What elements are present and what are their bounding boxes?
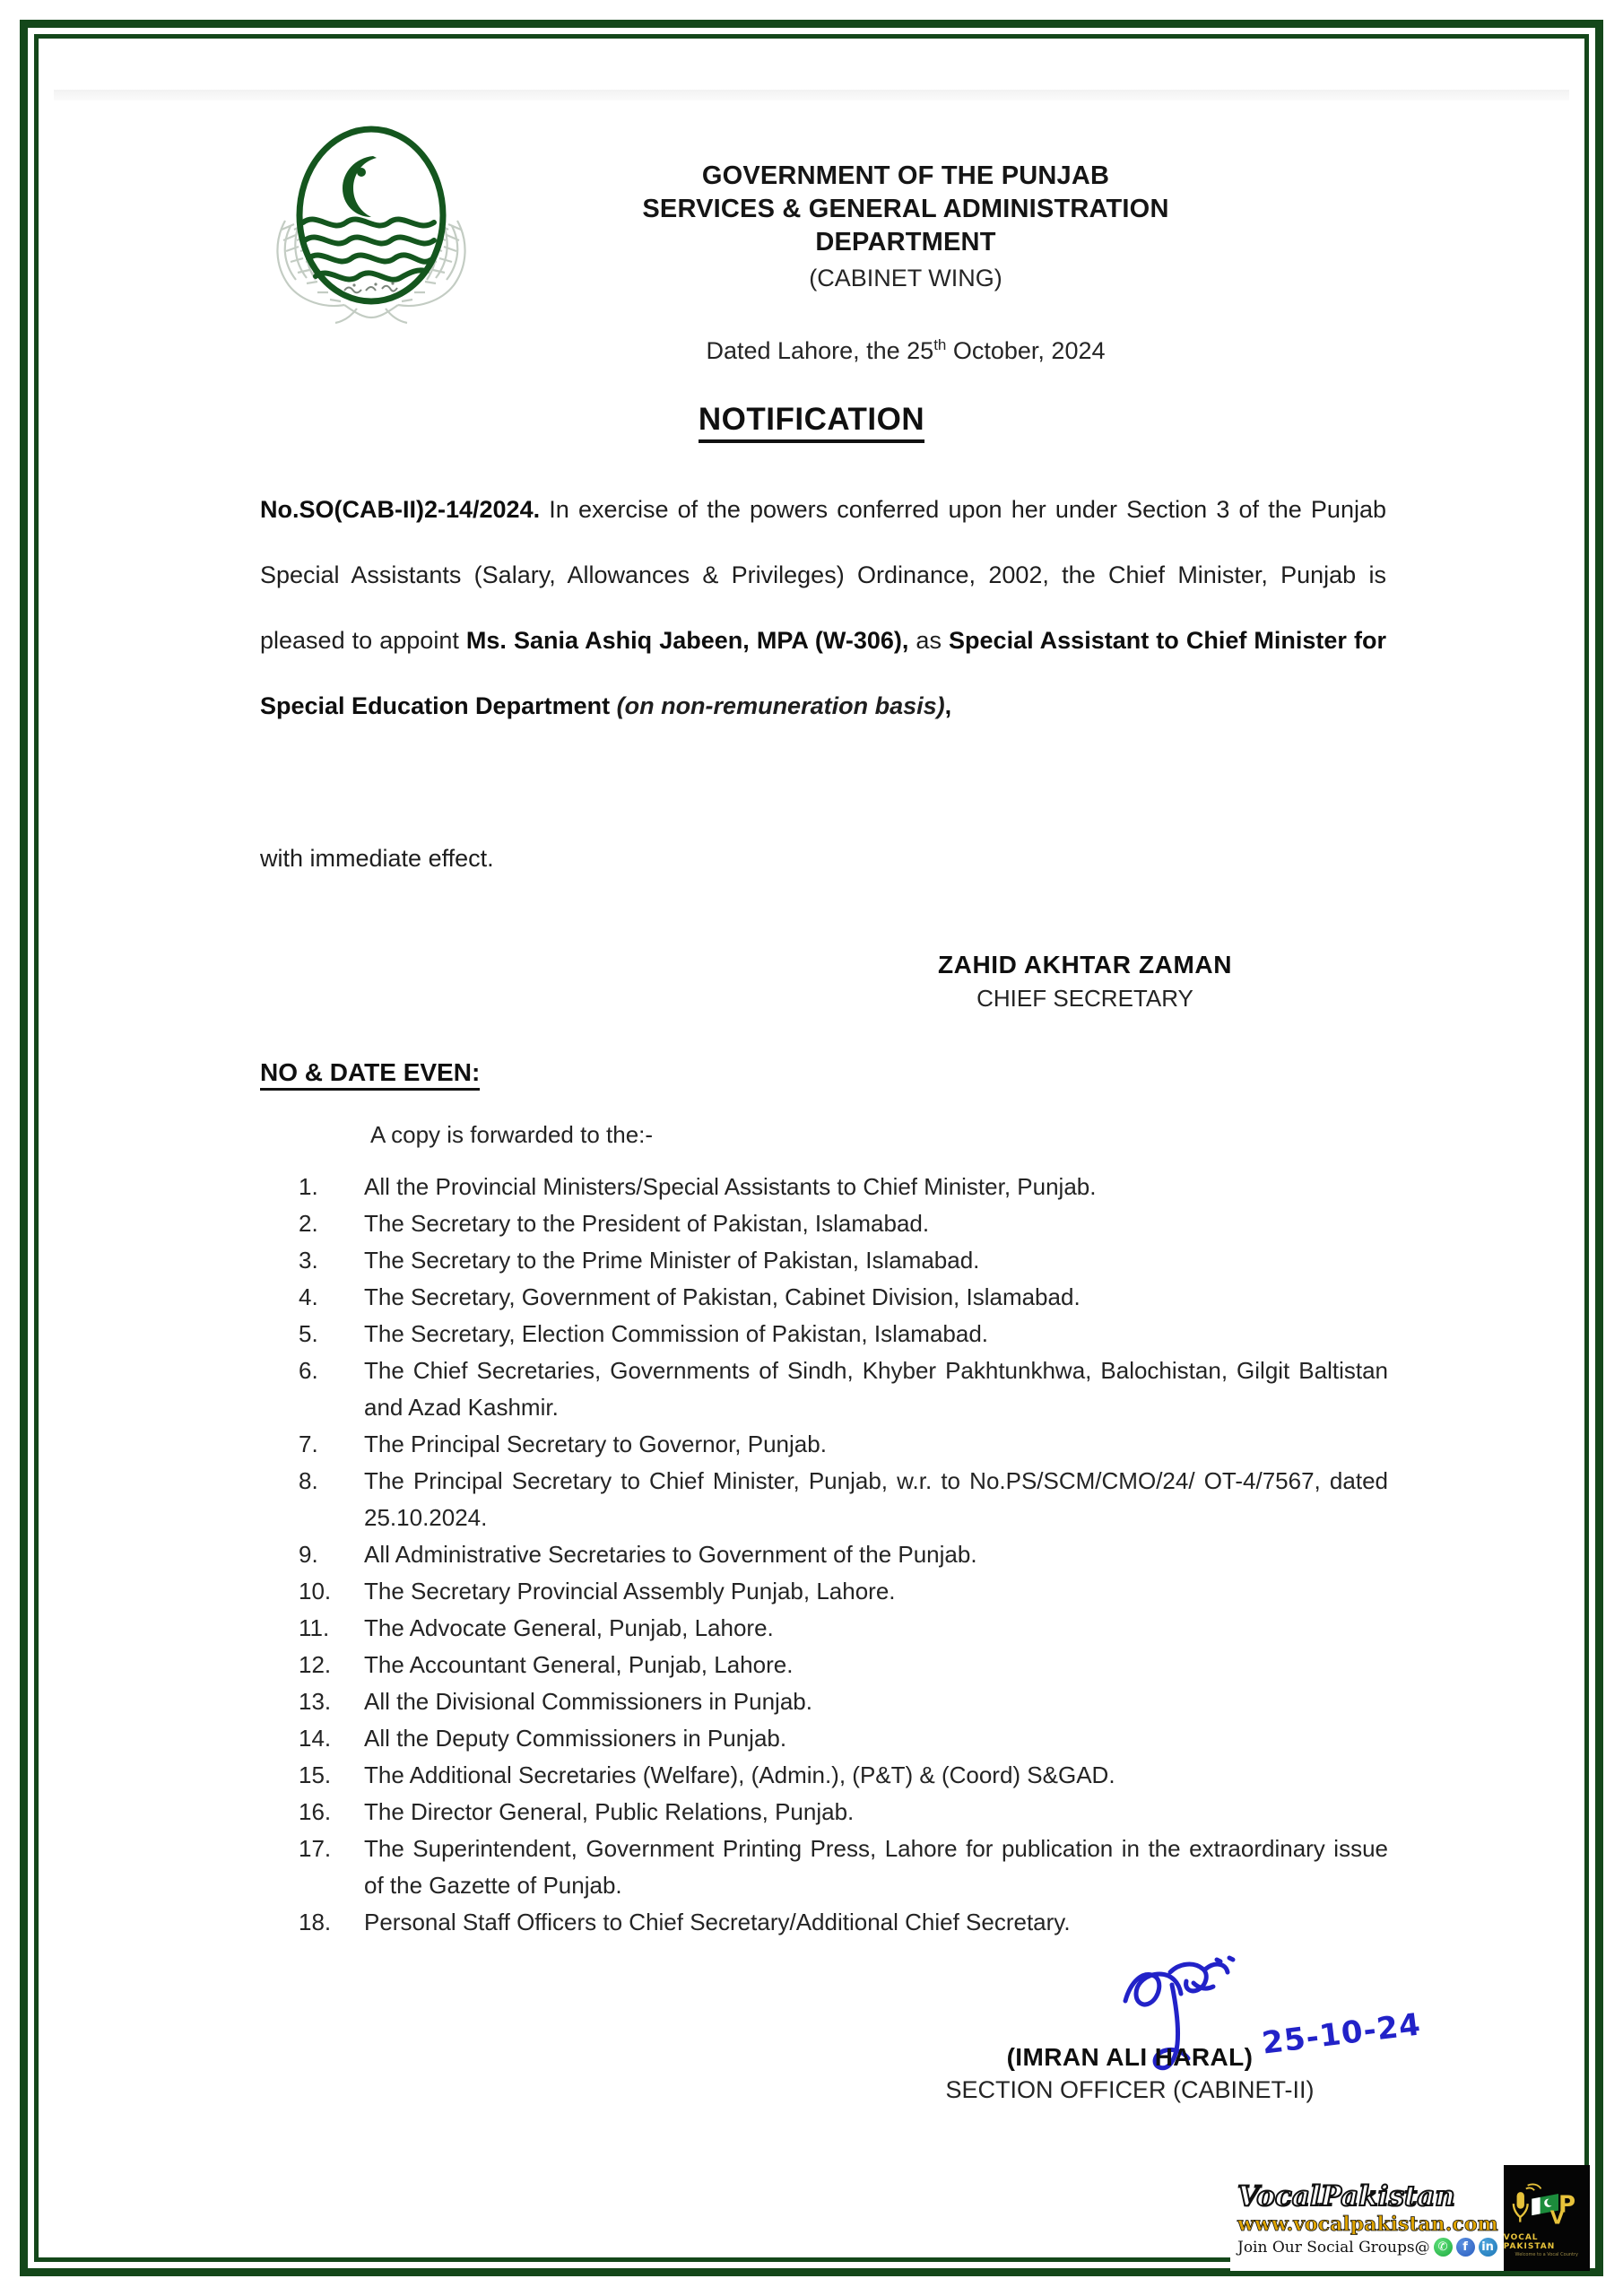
facebook-icon[interactable] — [1456, 2238, 1475, 2257]
primary-signatory-name: ZAHID AKHTAR ZAMAN — [937, 951, 1233, 978]
list-item — [299, 1794, 1388, 1831]
whatsapp-glyph: ✆ — [1437, 2240, 1448, 2254]
watermark-brand: VocalPakistan — [1237, 2180, 1455, 2213]
list-item — [299, 1683, 1388, 1720]
list-item-number: 2. — [299, 1210, 318, 1237]
list-item-number: 15. — [299, 1761, 332, 1788]
distribution-list — [299, 1169, 1388, 1941]
document-date-line — [502, 336, 1309, 365]
handwritten-date: 25-10-24 — [1260, 2006, 1423, 2062]
reference-number: No.SO(CAB-II)2-14/2024. — [260, 496, 541, 523]
page-title — [408, 402, 1215, 438]
whatsapp-icon[interactable] — [1434, 2238, 1453, 2257]
list-item-text: All the Provincial Ministers/Special Assistants to Chief Minister, Punjab. — [364, 1173, 1097, 1200]
notification-title-text: NOTIFICATION — [699, 402, 924, 443]
list-item-text: The Advocate General, Punjab, Lahore. — [364, 1614, 774, 1641]
header-cabinet-wing: (CABINET WING) — [809, 265, 1002, 291]
watermark-logo-subtext: Welcome to a Vocal Country — [1515, 2251, 1579, 2257]
list-item-number: 1. — [299, 1173, 318, 1200]
secondary-signatory-name: (IMRAN ALI HARAL) — [1006, 2043, 1254, 2071]
list-item-text: Personal Staff Officers to Chief Secretary/Additional Chief Secretary. — [364, 1909, 1071, 1935]
appointee-name: Ms. Sania Ashiq Jabeen, MPA (W-306), — [465, 627, 909, 654]
list-item — [299, 1757, 1388, 1794]
header-line-3: DEPARTMENT — [815, 228, 996, 257]
list-item-text: The Additional Secretaries (Welfare), (Admin.), (P&T) & (Coord) S&GAD. — [364, 1761, 1115, 1788]
list-item-text: All the Deputy Commissioners in Punjab. — [364, 1725, 787, 1752]
body-closing-line: with immediate effect. — [260, 845, 494, 872]
list-item-text: The Accountant General, Punjab, Lahore. — [364, 1651, 794, 1678]
list-item-number: 17. — [299, 1835, 332, 1862]
primary-signatory-title: CHIEF SECRETARY — [976, 985, 1193, 1012]
list-item-number: 8. — [299, 1467, 318, 1494]
list-item-text: The Secretary Provincial Assembly Punjab, Lahore. — [364, 1578, 896, 1605]
vocal-pakistan-watermark[interactable] — [1230, 2165, 1582, 2271]
list-item-text: The Secretary, Government of Pakistan, Cabinet Division, Islamabad. — [364, 1283, 1081, 1310]
date-suffix: October, 2024 — [946, 337, 1106, 364]
appointed-post: Special Assistant to Chief Minister for Special Education Department — [260, 627, 1386, 719]
list-item — [299, 1169, 1388, 1205]
list-item-text: The Principal Secretary to Chief Minister, Punjab, w.r. to No.PS/SCM/CMO/24/ OT-4/7567, dated 25.10.2024. — [364, 1467, 1388, 1531]
list-item-text: The Secretary to the Prime Minister of Pakistan, Islamabad. — [364, 1247, 980, 1274]
list-item-text: The Superintendent, Government Printing Press, Lahore for publication in the extraordinary issue of the Gazette of Punjab. — [364, 1835, 1388, 1899]
list-item-number: 9. — [299, 1541, 318, 1568]
list-item-number: 3. — [299, 1247, 318, 1274]
svg-text:V: V — [1549, 2205, 1565, 2228]
list-item-text: All Administrative Secretaries to Government of the Punjab. — [364, 1541, 977, 1568]
list-item — [299, 1647, 1388, 1683]
list-item-number: 6. — [299, 1357, 318, 1384]
watermark-social-row — [1237, 2238, 1498, 2257]
watermark-logo-block — [1504, 2165, 1590, 2271]
list-item-number: 10. — [299, 1578, 332, 1605]
list-item — [299, 1536, 1388, 1573]
list-item — [299, 1426, 1388, 1463]
list-item-number: 7. — [299, 1431, 318, 1457]
list-item-text: The Principal Secretary to Governor, Punjab. — [364, 1431, 827, 1457]
document-header — [502, 160, 1309, 296]
body-text-part-1: In exercise of the powers conferred upon her under Section 3 of the Punjab Special Assistants (Salary, Allowances & Privileges) Ordinance, 2002, the Chief Minister, Punjab is pleased to appoint — [260, 496, 1386, 654]
list-item-number: 18. — [299, 1909, 332, 1935]
list-item — [299, 1279, 1388, 1316]
forwarded-to-line: A copy is forwarded to the:- — [370, 1121, 654, 1148]
body-text-part-3: , — [944, 692, 952, 719]
no-and-date-even-heading — [260, 1058, 480, 1087]
date-superscript: th — [933, 336, 947, 353]
list-item — [299, 1352, 1388, 1426]
list-item — [299, 1573, 1388, 1610]
remuneration-note: (on non-remuneration basis) — [616, 692, 945, 719]
list-item-text: The Chief Secretaries, Governments of Sindh, Khyber Pakhtunkhwa, Balochistan, Gilgit Baltistan and Azad Kashmir. — [364, 1357, 1388, 1421]
notification-body-paragraph — [260, 477, 1386, 739]
body-text-part-2: as — [908, 627, 950, 654]
watermark-text-block — [1230, 2165, 1504, 2271]
primary-signatory-block — [789, 951, 1381, 1013]
list-item — [299, 1242, 1388, 1279]
list-item — [299, 1610, 1388, 1647]
list-item-number: 14. — [299, 1725, 332, 1752]
list-item-text: The Director General, Public Relations, Punjab. — [364, 1798, 855, 1825]
secondary-signatory-title: SECTION OFFICER (CABINET-II) — [945, 2076, 1315, 2103]
header-line-1: GOVERNMENT OF THE PUNJAB — [701, 161, 1110, 190]
linkedin-glyph: in — [1481, 2240, 1494, 2254]
list-item-number: 11. — [299, 1614, 330, 1641]
punjab-government-emblem-icon — [258, 115, 484, 326]
list-item-text: All the Divisional Commissioners in Punjab. — [364, 1688, 812, 1715]
list-item — [299, 1904, 1388, 1941]
watermark-logo-mark — [1504, 2179, 1590, 2231]
list-item-number: 16. — [299, 1798, 332, 1825]
vocal-pakistan-logo-icon — [1504, 2182, 1590, 2229]
watermark-join-text: Join Our Social Groups@ — [1237, 2238, 1430, 2257]
list-item — [299, 1316, 1388, 1352]
svg-text:P: P — [1558, 2190, 1575, 2218]
list-item-number: 12. — [299, 1651, 332, 1678]
no-and-date-even-text: NO & DATE EVEN: — [260, 1058, 480, 1091]
facebook-glyph: f — [1462, 2240, 1468, 2254]
watermark-url[interactable]: www.vocalpakistan.com — [1237, 2213, 1498, 2236]
list-item-number: 13. — [299, 1688, 332, 1715]
list-item-text: The Secretary, Election Commission of Pakistan, Islamabad. — [364, 1320, 989, 1347]
list-item-number: 4. — [299, 1283, 318, 1310]
list-item — [299, 1205, 1388, 1242]
list-item — [299, 1831, 1388, 1904]
linkedin-icon[interactable] — [1479, 2238, 1497, 2257]
list-item-text: The Secretary to the President of Pakistan, Islamabad. — [364, 1210, 930, 1237]
header-line-2: SERVICES & GENERAL ADMINISTRATION — [642, 195, 1169, 223]
list-item — [299, 1463, 1388, 1536]
date-prefix: Dated Lahore, the 25 — [706, 337, 934, 364]
secondary-signatory-block — [834, 2043, 1426, 2104]
watermark-logo-text: VOCAL PAKISTAN — [1503, 2232, 1556, 2251]
list-item — [299, 1720, 1388, 1757]
list-item-number: 5. — [299, 1320, 318, 1347]
